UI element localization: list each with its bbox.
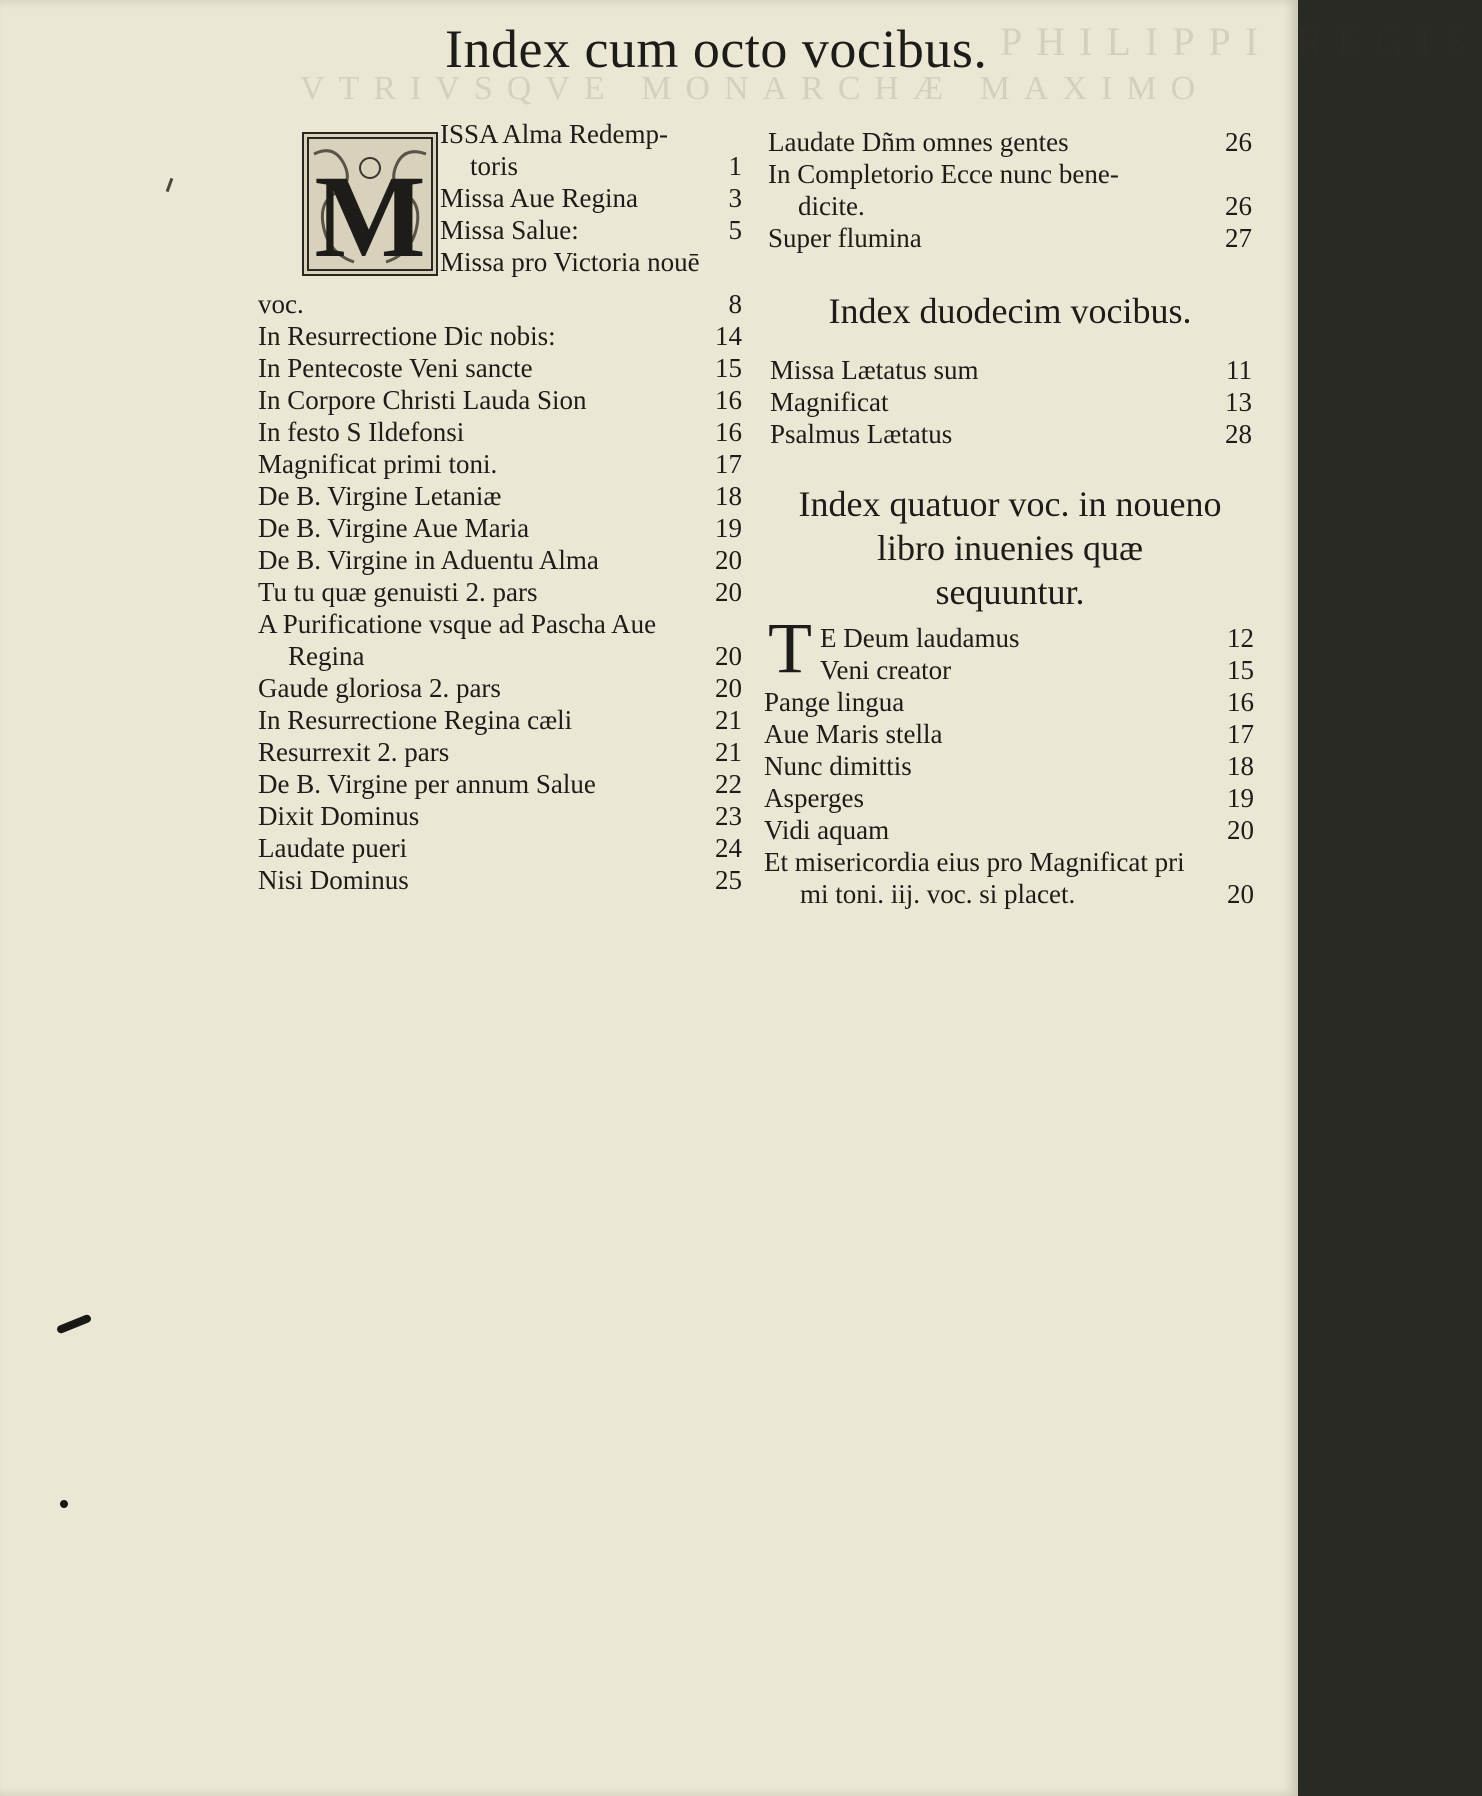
ink-mark [60,1500,68,1508]
entry-page: 26 [1225,191,1252,221]
entry-page: 15 [1227,655,1254,685]
entry-page: 20 [715,641,742,671]
entry-title: In Resurrectione Regina cæli [258,705,573,735]
list-item [764,750,1254,782]
entry-title: Psalmus Lætatus [770,419,953,449]
list-item [258,576,742,608]
entry-title: Magnificat [770,387,889,417]
list-item [258,768,742,800]
list-item [258,320,742,352]
list-item [768,158,1252,190]
heading-line: sequuntur. [935,572,1085,612]
entry-page: 13 [1225,387,1252,417]
entry-title: Resurrexit 2. pars [258,737,450,767]
ink-mark [56,1314,92,1335]
list-item [258,352,742,384]
entry-title: In Completorio Ecce nunc bene- [768,159,1119,189]
bleed-through-text: PHILIPPI REGIS [1000,19,1482,64]
octo-index-continued [768,126,1252,254]
entry-title: Missa pro Victoria nouē [440,247,700,277]
list-item [764,782,1254,814]
dropcap-letter: M [314,151,426,282]
list-item [258,416,742,448]
list-item [258,288,742,320]
entry-page: 24 [715,833,742,863]
entry-page: 17 [715,449,742,479]
entry-title: Et misericordia eius pro Magnificat pri [764,847,1185,877]
entry-page: 16 [715,385,742,415]
entry-page: 20 [715,673,742,703]
list-item [440,150,742,182]
list-item [764,878,1254,910]
entry-title: Gaude gloriosa 2. pars [258,673,501,703]
entry-title: Missa Lætatus sum [770,355,979,385]
entry-page: 20 [715,577,742,607]
list-item [764,718,1254,750]
entry-title: Tu tu quæ genuisti 2. pars [258,577,538,607]
entry-page: 15 [715,353,742,383]
list-item [770,386,1252,418]
list-item [258,608,742,640]
entry-page: 20 [1227,879,1254,909]
entry-title: In Corpore Christi Lauda Sion [258,385,587,415]
entry-title: In Resurrectione Dic nobis: [258,321,556,351]
list-item [258,640,742,672]
list-item [258,384,742,416]
quatuor-index-list [764,622,1254,910]
entry-page: 1 [728,151,742,181]
entry-title: Missa Salue: [440,215,579,245]
list-item [770,354,1252,386]
entry-title: De B. Virgine Letaniæ [258,481,502,511]
list-item [258,480,742,512]
bleed-through-text: VTRIVSQVE MONARCHÆ MAXIMO [300,70,1210,107]
entry-page: 19 [715,513,742,543]
entry-page: 20 [715,545,742,575]
list-item [764,846,1254,878]
entry-page: 21 [715,737,742,767]
entry-title: Nunc dimittis [764,751,912,781]
list-item [258,736,742,768]
entry-title: Regina [288,641,365,671]
ink-mark [166,178,174,192]
list-item [768,222,1252,254]
entry-page: 22 [715,769,742,799]
entry-page: 17 [1227,719,1254,749]
list-item [440,214,742,246]
entry-page: 28 [1225,419,1252,449]
entry-page: 20 [1227,815,1254,845]
entry-page: 14 [715,321,742,351]
entry-page: 19 [1227,783,1254,813]
list-item [258,672,742,704]
entry-page: 26 [1225,127,1252,157]
entry-title: Laudate Dñm omnes gentes [768,127,1069,157]
entry-page: 27 [1225,223,1252,253]
entry-page: 8 [728,289,742,319]
list-item [258,832,742,864]
list-item [764,622,1254,654]
entry-page: 16 [715,417,742,447]
initial-letter-t: T [768,608,812,688]
entry-title: De B. Virgine per annum Salue [258,769,596,799]
entry-title: Pange lingua [764,687,905,717]
entry-title: Super flumina [768,223,922,253]
entry-title: Magnificat primi toni. [258,449,498,479]
octo-intro-list [440,118,742,278]
list-item [258,864,742,896]
octo-index-list [258,288,742,896]
entry-page: 18 [1227,751,1254,781]
list-item [440,246,742,278]
heading-line: Index quatuor voc. in noueno [798,484,1222,524]
entry-title: Dixit Dominus [258,801,420,831]
list-item [440,182,742,214]
entry-title: mi toni. iij. voc. si placet. [800,879,1076,909]
entry-title: toris [470,151,519,181]
list-item [258,544,742,576]
section-heading-duodecim: Index duodecim vocibus. [828,291,1192,331]
entry-title: In Pentecoste Veni sancte [258,353,533,383]
decorated-initial-m [302,132,438,282]
list-item [258,704,742,736]
section-heading-quatuor [762,482,1258,614]
entry-title: Asperges [764,783,864,813]
entry-title: voc. [258,289,304,319]
list-item [258,448,742,480]
entry-title: In festo S Ildefonsi [258,417,465,447]
entry-title: A Purificatione vsque ad Pascha Aue [258,609,657,639]
entry-page: 16 [1227,687,1254,717]
list-item [764,686,1254,718]
entry-title: dicite. [798,191,865,221]
entry-title: Aue Maris stella [764,719,943,749]
list-item [258,512,742,544]
entry-title: De B. Virgine in Aduentu Alma [258,545,599,575]
entry-page: 11 [1226,355,1252,385]
entry-title: Missa Aue Regina [440,183,638,213]
list-item [768,190,1252,222]
entry-page: 3 [728,183,742,213]
entry-page: 18 [715,481,742,511]
entry-page: 12 [1227,623,1254,653]
page-title: Index cum octo vocibus. [445,19,988,79]
list-item [768,126,1252,158]
entry-title: De B. Virgine Aue Maria [258,513,530,543]
list-item [770,418,1252,450]
entry-title: Veni creator [820,655,952,685]
ornament-icon [304,134,436,282]
entry-page: 25 [715,865,742,895]
entry-title: Laudate pueri [258,833,408,863]
list-item [764,654,1254,686]
list-item [764,814,1254,846]
entry-title: Vidi aquam [764,815,890,845]
entry-title: Nisi Dominus [258,865,409,895]
entry-title: E Deum laudamus [820,623,1020,653]
entry-page: 23 [715,801,742,831]
list-item [258,800,742,832]
entry-page: 21 [715,705,742,735]
heading-line: libro inuenies quæ [877,528,1143,568]
list-item [440,118,742,150]
duodecim-index-list [770,354,1252,450]
entry-page: 5 [728,215,742,245]
entry-title: ISSA Alma Redemp- [440,119,668,149]
